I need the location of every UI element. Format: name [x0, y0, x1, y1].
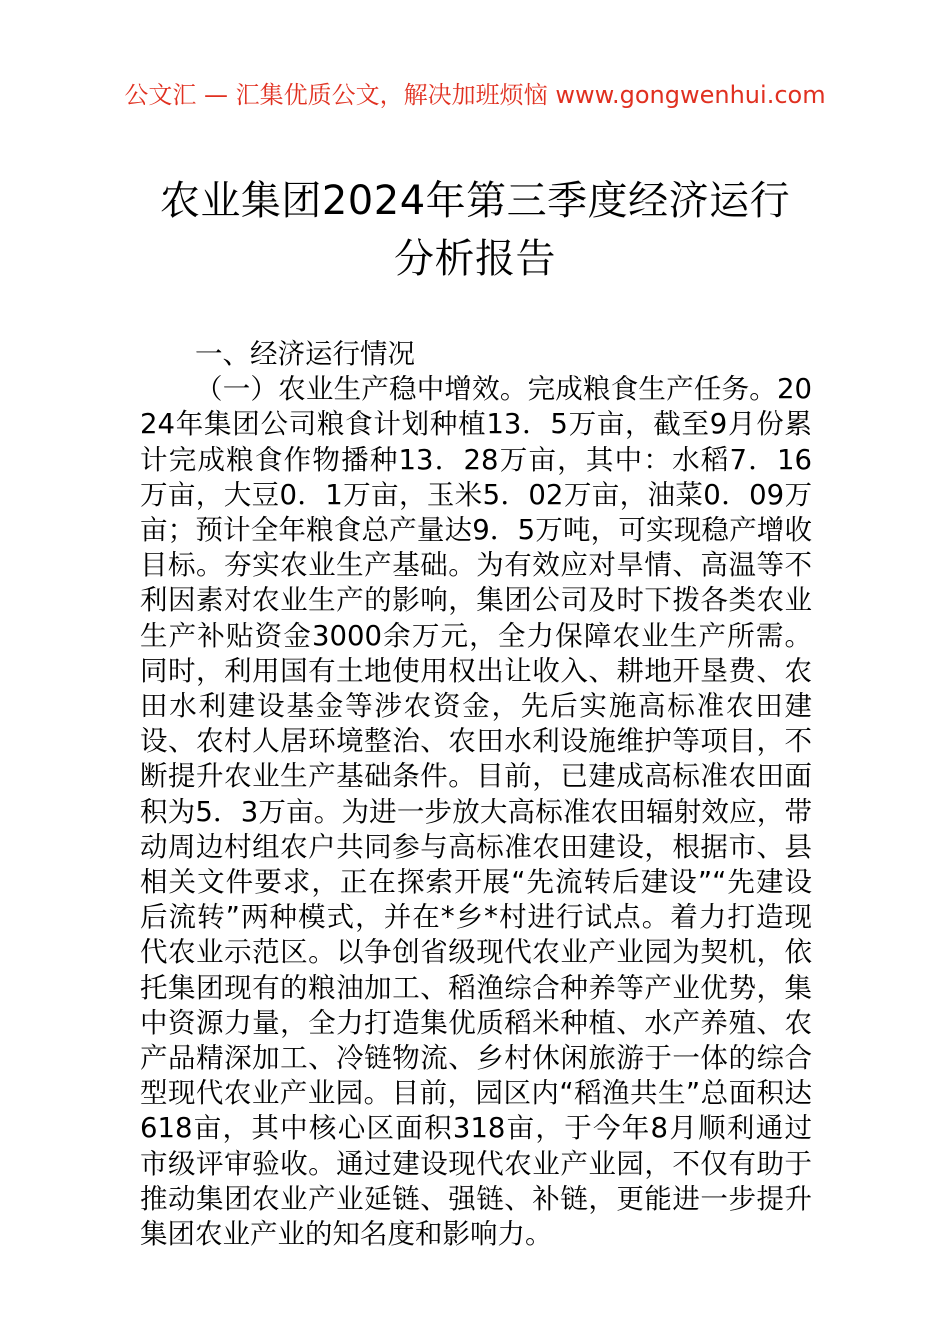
- site-url-text: www.gongwenhui.com: [547, 81, 826, 109]
- document-title: 农业集团2024年第三季度经济运行分析报告: [159, 178, 791, 282]
- document-body: [140, 337, 812, 1252]
- site-watermark-header: [0, 80, 950, 110]
- section-heading-1: 一、经济运行情况: [195, 338, 415, 370]
- site-brand-text: 公文汇 — 汇集优质公文，解决加班烦恼: [124, 81, 548, 109]
- body-paragraph-1: （一）农业生产稳中增效。完成粮食生产任务。2024年集团公司粮食计划种植13．5万亩，截至9月份累计完成粮食作物播种13．28万亩，其中：水稻7．16万亩，大豆0．1万亩，玉米5．02万亩，油菜0．09万亩；预计全年粮食总产量达9．5万吨，可实现稳产增收目标。夯实农业生产基础。为有效应对旱情、高温等不利因素对农业生产的影响，集团公司及时下拨各类农业生产补贴资金3000余万元，全力保障农业生产所需。同时，利用国有土地使用权出让收入、耕地开垦费、农田水利建设基金等涉农资金，先后实施高标准农田建设、农村人居环境整治、农田水利设施维护等项目，不断提升农业生产基础条件。目前，已建成高标准农田面积为5．3万亩。为进一步放大高标准农田辐射效应，带动周边村组农户共同参与高标准农田建设，根据市、县相关文件要求，正在探索开展“先流转后建设”“先建设后流转”两种模式，并在*乡*村进行试点。着力打造现代农业示范区。以争创省级现代农业产业园为契机，依托集团现有的粮油加工、稻渔综合种养等产业优势，集中资源力量，全力打造集优质稻米种植、水产养殖、农产品精深加工、冷链物流、乡村休闲旅游于一体的综合型现代农业产业园。目前，园区内“稻渔共生”总面积达618亩，其中核心区面积318亩，于今年8月顺利通过市级评审验收。通过建设现代农业产业园，不仅有助于推动集团农业产业延链、强链、补链，更能进一步提升集团农业产业的知名度和影响力。: [140, 373, 812, 1251]
